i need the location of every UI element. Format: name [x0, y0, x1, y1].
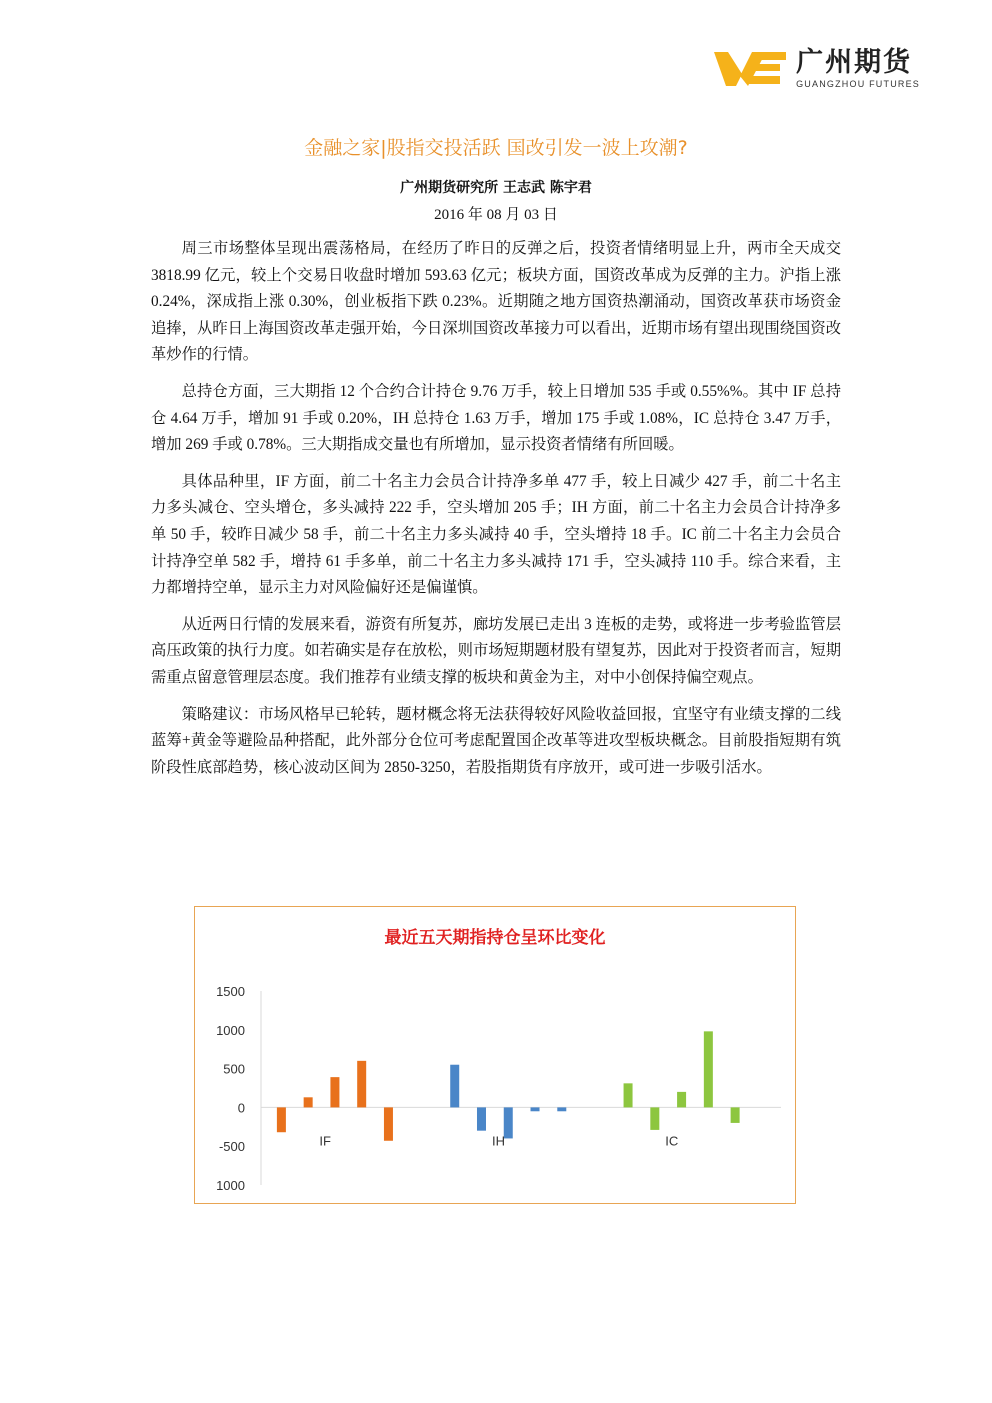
y-tick-label: 1500 [216, 984, 245, 999]
chart-title: 最近五天期指持仓呈环比变化 [384, 928, 606, 948]
bar [624, 1083, 633, 1107]
y-tick-label: 0 [237, 1100, 245, 1116]
x-category-label: IF [319, 1133, 331, 1149]
x-category-label: IC [665, 1133, 679, 1149]
bar [557, 1107, 566, 1111]
bar [304, 1097, 313, 1107]
bar [330, 1077, 339, 1107]
article-title: 金融之家|股指交投活跃 国改引发一波上攻潮? [304, 137, 688, 159]
open-interest-chart [194, 906, 796, 1204]
bar [504, 1107, 513, 1138]
paragraph-member-positions: 具体品种里，IF 方面，前二十名主力会员合计持净多单 477 手，较上日减少 427 手，前二十名主力多头减仓、空头增仓，多头减持 222 手，空头增加 205 手；IH 方面，前二十名主力会员合计持净多单 50 手，较昨日减少 58 手，前二十名主力多头减持 40 手，空头增持 18 手。IC 前二十名主力会员合计持净空单 582 手，增持 61 手多单，前二十名主力多头减持 171 手，空头减持 110 手。综合来看，主力都增持空单，显示主力对风险偏好还是偏谨慎。 [151, 472, 841, 597]
logo-chinese-name: 广州期货 [796, 46, 913, 78]
paragraph-strategy: 策略建议：市场风格早已轮转，题材概念将无法获得较好风险收益回报，宜坚守有业绩支撑的二线蓝筹+黄金等避险品种搭配，此外部分仓位可考虑配置国企改革等进攻型板块概念。目前股指短期有筑阶段性底部趋势，核心波动区间为 2850-3250，若股指期货有序放开，或可进一步吸引活水。 [151, 705, 841, 776]
y-tick-label: 500 [223, 1061, 245, 1077]
chart-canvas [195, 907, 795, 1203]
logo-mark-icon [712, 42, 790, 94]
y-tick-label: -500 [218, 1139, 245, 1155]
article-authors: 广州期货研究所 王志武 陈宇君 [400, 180, 592, 196]
bar [277, 1107, 286, 1132]
y-tick-label: 1000 [216, 1022, 245, 1038]
logo-english-name: GUANGZHOU FUTURES [796, 78, 920, 89]
paragraph-market-overview: 周三市场整体呈现出震荡格局，在经历了昨日的反弹之后，投资者情绪明显上升，两市全天成交 3818.99 亿元，较上个交易日收盘时增加 593.63 亿元；板块方面，国资改革成为反弹的主力。沪指上涨 0.24%，深成指上涨 0.30%，创业板指下跌 0.23%。近期随之地方国资热潮涌动，国资改革获市场资金追捧，从昨日上海国资改革走强开始，今日深圳国资改革接力可以看出，近期市场有望出现围绕国资改革炒作的行情。 [151, 240, 841, 364]
bar [531, 1107, 540, 1111]
bar [650, 1107, 659, 1130]
bar [357, 1061, 366, 1108]
bar [477, 1107, 486, 1130]
brand-logo [712, 42, 920, 94]
bar [450, 1065, 459, 1108]
article-date: 2016 年 08 月 03 日 [434, 207, 558, 223]
bar [731, 1107, 740, 1123]
y-tick-label: 1000 [216, 1178, 245, 1193]
bar [384, 1107, 393, 1140]
paragraph-open-interest: 总持仓方面，三大期指 12 个合约合计持仓 9.76 万手，较上日增加 535 手或 0.55%%。其中 IF 总持仓 4.64 万手，增加 91 手或 0.20%，IH 总持仓 1.63 万手，增加 175 手或 1.08%，IC 总持仓 3.47 万手，增加 269 手或 0.78%。三大期指成交量也有所增加，显示投资者情绪有所回暖。 [151, 382, 841, 454]
paragraph-outlook: 从近两日行情的发展来看，游资有所复苏，廊坊发展已走出 3 连板的走势，或将进一步考验监管层高压政策的执行力度。如若确实是存在放松，则市场短期题材股有望复苏，因此对于投资者而言，短期需重点留意管理层态度。我们推荐有业绩支撑的板块和黄金为主，对中小创保持偏空观点。 [151, 615, 841, 686]
x-category-label: IH [491, 1133, 505, 1149]
bar [677, 1092, 686, 1108]
article-body [151, 236, 841, 791]
bar [704, 1031, 713, 1107]
